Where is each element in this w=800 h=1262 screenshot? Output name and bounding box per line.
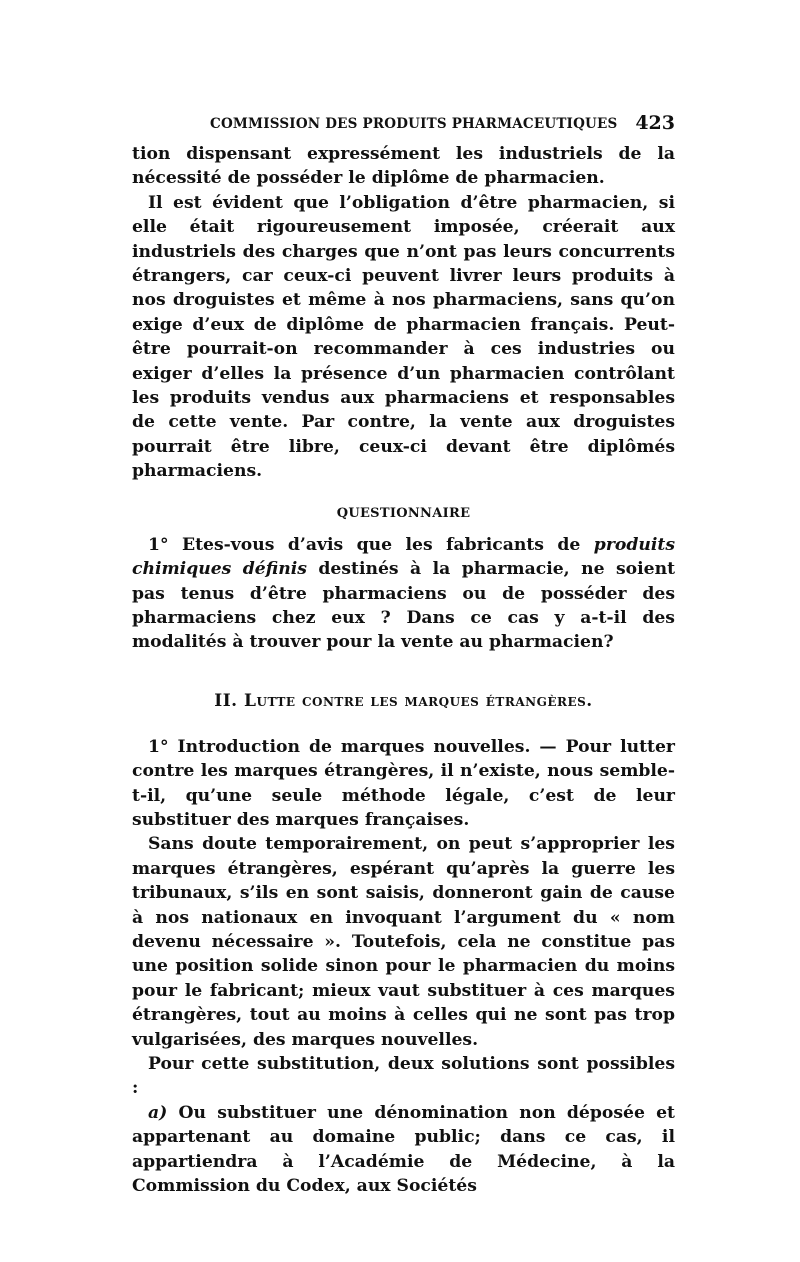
question-1-italic: produits chimiques définis — [132, 534, 675, 580]
part-number: II. — [214, 690, 238, 711]
running-head — [132, 112, 675, 142]
paragraph-obligation: Il est évident que l’obligation d’être pharmacien, si elle était rigoureusement imposée, créerait aux industriels des charges que n’ont pas leurs concurrents étrangers, car ceux-ci peuvent livrer leurs produits à nos droguistes et même à nos pharmaciens, sans qu’on exige d’eux de diplôme de pharmacien français. Peut-être pourrait-on recommander à ces industries ou exiger d’elles la présence d’un pharmacien contrôlant les produits vendus aux pharmaciens et responsables de cette vente. Par contre, la vente aux droguistes pourrait être libre, ceux-ci devant être diplômés pharmaciens. — [132, 192, 675, 482]
part-heading — [132, 691, 675, 711]
section-1-lead: 1° Introduction de marques nouvelles. — [148, 736, 531, 757]
question-1 — [132, 533, 675, 655]
option-a-text: Ou substituer une dénomination non déposée et appartenant au domaine public; dans ce cas, il appartiendra à l’Académie de Médecine, à la Commission du Codex, aux Sociétés — [132, 1102, 675, 1197]
question-1-end: destinés à la pharmacie, ne soient pas tenus d’être pharmaciens ou de posséder des pharmaciens chez eux ? Dans ce cas y a-t-il des modalités à trouver pour la vente au pharmacien? — [132, 559, 676, 653]
running-title: COMMISSION DES PRODUITS PHARMACEUTIQUES — [210, 116, 618, 132]
page-number: 423 — [635, 112, 675, 134]
paragraph-temporary: Sans doute temporairement, on peut s’approprier les marques étrangères, espérant qu’après la guerre les tribunaux, s’ils en sont saisis, donneront gain de cause à nos nationaux en invoquant l’argument du « nom devenu nécessaire ». Toutefois, cela ne constitue pas une position solide sinon pour le pharmacien du moins pour le fabricant; mieux vaut substituer à ces marques étrangères, tout au moins à celles qui ne sont pas trop vulgarisées, des marques nouvelles. — [132, 834, 675, 1050]
questionnaire-heading: QUESTIONNAIRE — [336, 505, 471, 521]
part-title: Lutte contre les marques étrangères. — [244, 690, 593, 711]
option-a — [132, 1101, 675, 1199]
paragraph-substitution: Pour cette substitution, deux solutions sont possibles : — [132, 1054, 675, 1099]
option-a-marker: a) — [148, 1102, 168, 1123]
book-page — [132, 112, 675, 1198]
section-1 — [132, 735, 675, 833]
section-1-text: — Pour lutter contre les marques étrangères, il n’existe, nous semble-t-il, qu’une seule méthode légale, c’est de leur substituer des marques françaises. — [132, 736, 675, 830]
paragraph-continuation: tion dispensant expressément les industriels de la nécessité de posséder le diplôme de pharmacien. — [132, 144, 675, 189]
question-1-start: 1° Etes-vous d’avis que les fabricants de — [148, 534, 594, 555]
